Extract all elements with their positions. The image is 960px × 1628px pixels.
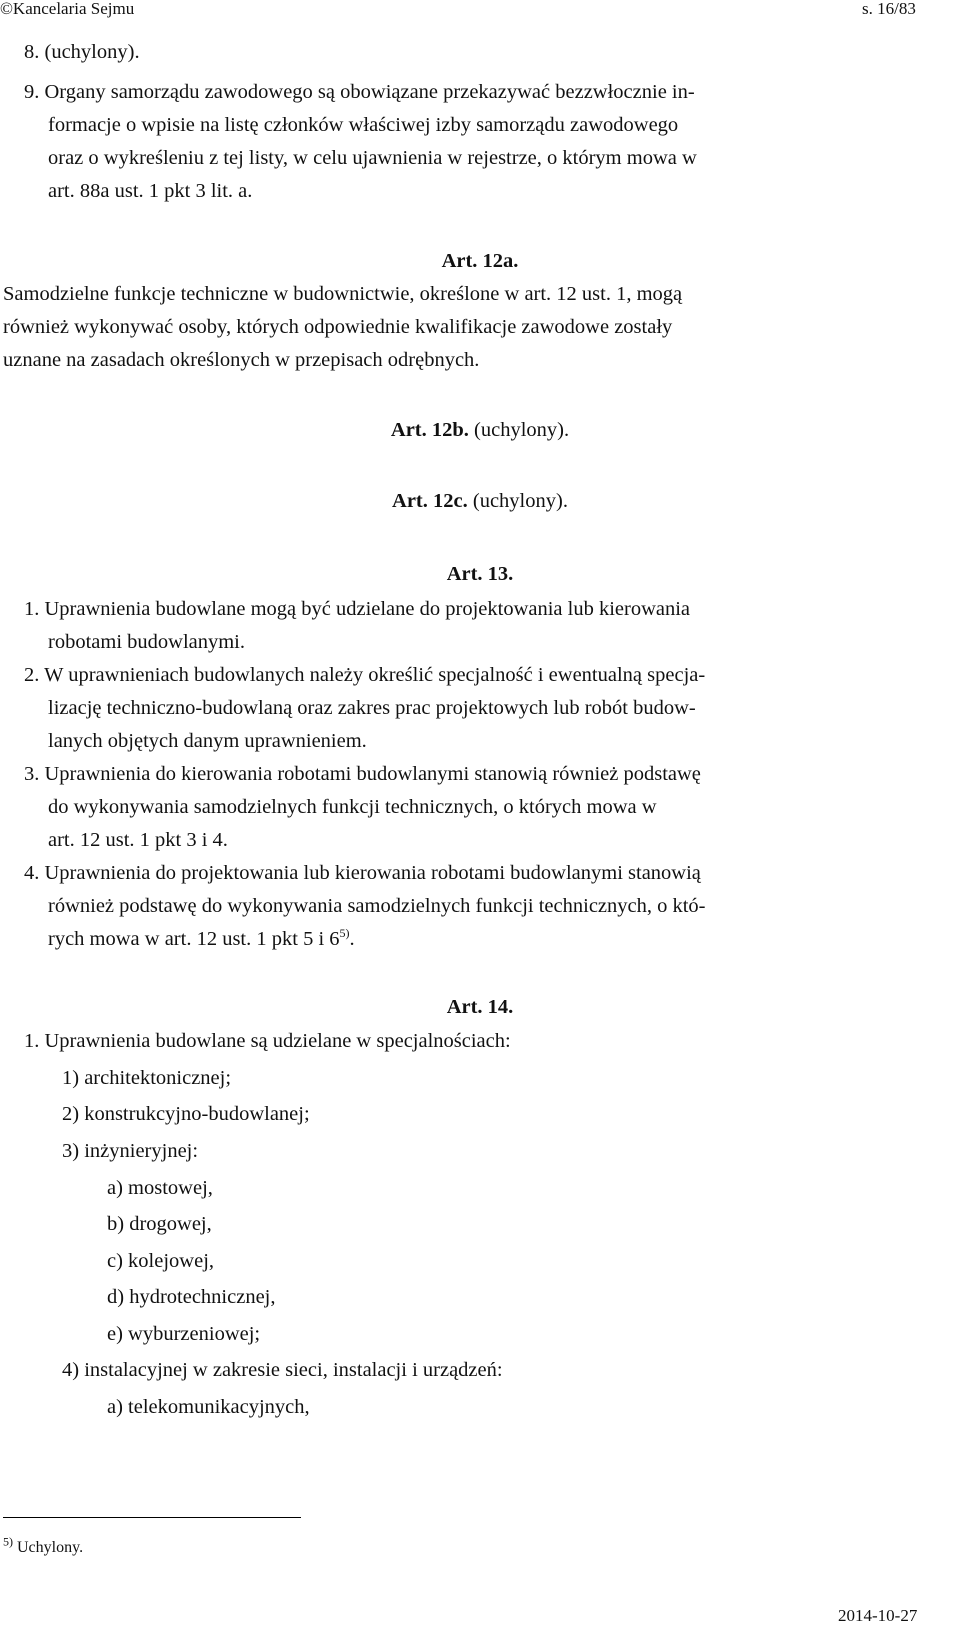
art13-ust2-line2: lizację techniczno-budowlaną oraz zakres prac projektowych lub robót budow-: [48, 697, 696, 719]
art12c-text: (uchylony).: [472, 490, 568, 512]
art13-ust3-line3: art. 12 ust. 1 pkt 3 i 4.: [48, 829, 228, 851]
art13-ust4-line3: [48, 922, 355, 956]
art13-ust1-line1: 1. Uprawnienia budowlane mogą być udzielane do projektowania lub kierowania: [24, 598, 691, 620]
art12-ust9-line2: formacje o wpisie na listę członków właściwej izby samorządu zawodowego: [48, 114, 679, 136]
art13-ust4-line3-text: rych mowa w art. 12 ust. 1 pkt 5 i 6: [48, 928, 340, 950]
art14-item-2: 2) konstrukcyjno-budowlanej;: [62, 1103, 310, 1125]
art14-item-3: 3) inżynieryjnej:: [62, 1140, 199, 1162]
art12c-heading: Art. 12c.: [392, 490, 468, 512]
art13-ust3-line1: 3. Uprawnienia do kierowania robotami budowlanymi stanowią również podstawę: [24, 763, 701, 785]
art12b: [0, 413, 960, 447]
art12-ust8: 8. (uchylony).: [24, 41, 140, 63]
art12a-heading: Art. 12a.: [441, 250, 519, 272]
art14-item-3e: e) wyburzeniowej;: [107, 1323, 261, 1345]
art13-ust1-line2: robotami budowlanymi.: [48, 631, 246, 653]
art14-ust1-intro: 1. Uprawnienia budowlane są udzielane w specjalnościach:: [24, 1030, 511, 1052]
art12a-line3: uznane na zasadach określonych w przepisach odrębnych.: [3, 349, 480, 371]
header-page-number: s. 16/83: [862, 0, 916, 18]
art13-heading: Art. 13.: [446, 563, 514, 585]
art12b-text: (uchylony).: [474, 419, 570, 441]
art14-item-3a: a) mostowej,: [107, 1177, 213, 1199]
footnote-5: [3, 1534, 84, 1559]
art14-heading: Art. 14.: [446, 996, 514, 1018]
art13-ust3-line2: do wykonywania samodzielnych funkcji technicznych, o których mowa w: [48, 796, 657, 818]
footnote-5-marker: 5): [3, 1534, 13, 1549]
footnote-5-text: Uchylony.: [17, 1539, 84, 1556]
art13-ust4-line1: 4. Uprawnienia do projektowania lub kierowania robotami budowlanymi stanowią: [24, 862, 701, 884]
footer-date: 2014-10-27: [838, 1606, 918, 1625]
header-copyright: ©Kancelaria Sejmu: [0, 0, 135, 18]
art13-ust2-line1: 2. W uprawnieniach budowlanych należy określić specjalność i ewentualną specja-: [24, 664, 706, 686]
art13-ust4-line2: również podstawę do wykonywania samodzielnych funkcji technicznych, o któ-: [48, 895, 706, 917]
art12-ust9-line3: oraz o wykreśleniu z tej listy, w celu ujawnienia w rejestrze, o którym mowa w: [48, 147, 697, 169]
art14-item-3b: b) drogowej,: [107, 1213, 212, 1235]
art14-item-4: 4) instalacyjnej w zakresie sieci, instalacji i urządzeń:: [62, 1359, 503, 1381]
art12-ust9-line1: 9. Organy samorządu zawodowego są obowiązane przekazywać bezzwłocznie in-: [24, 81, 695, 103]
art12a-line2: również wykonywać osoby, których odpowiednie kwalifikacje zawodowe zostały: [3, 316, 673, 338]
art14-item-4a: a) telekomunikacyjnych,: [107, 1396, 310, 1418]
footnote-ref-5[interactable]: 5): [339, 926, 350, 941]
art13-ust4-line3-end: .: [349, 928, 355, 950]
art12b-heading: Art. 12b.: [390, 419, 469, 441]
art14-item-3c: c) kolejowej,: [107, 1250, 215, 1272]
art14-item-1: 1) architektonicznej;: [62, 1067, 232, 1089]
art12-ust9-line4: art. 88a ust. 1 pkt 3 lit. a.: [48, 180, 253, 202]
art13-ust2-line3: lanych objętych danym uprawnieniem.: [48, 730, 367, 752]
art14-item-3d: d) hydrotechnicznej,: [107, 1286, 276, 1308]
art12c: [0, 484, 960, 518]
art12a-line1: Samodzielne funkcje techniczne w budownictwie, określone w art. 12 ust. 1, mogą: [3, 283, 683, 305]
footnote-separator: [3, 1517, 301, 1518]
